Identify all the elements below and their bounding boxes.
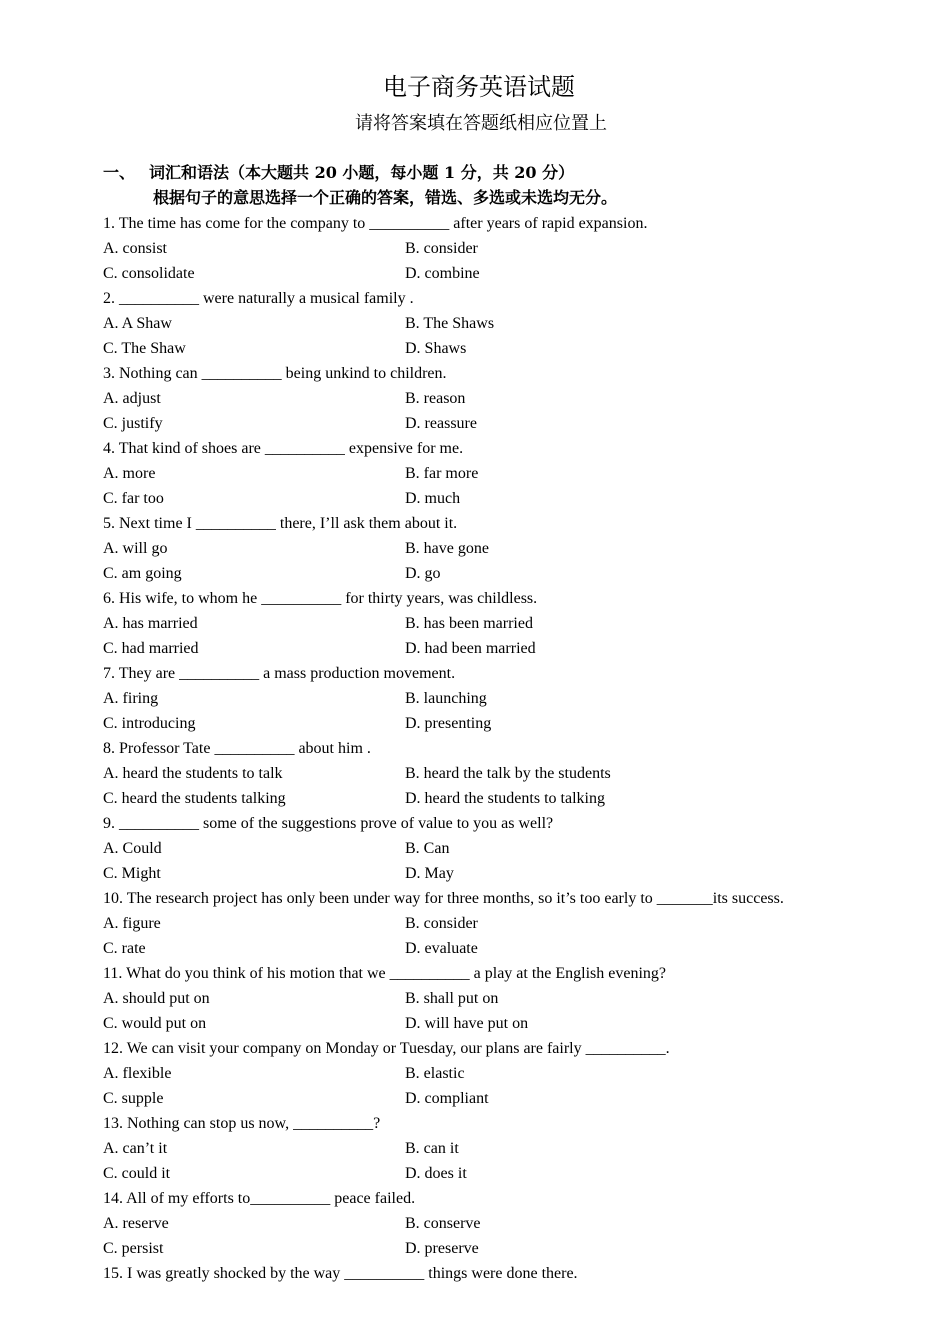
section-heading-text: 词汇和语法（本大题共 20 小题，每小题 1 分，共 20 分） (149, 163, 575, 182)
option-row (103, 1236, 903, 1261)
answer-option: A. will go (103, 540, 168, 557)
answer-option: D. May (405, 865, 454, 882)
option-row (103, 336, 903, 361)
question-stem: 11. What do you think of his motion that we __________ a play at the English evening? (103, 965, 667, 982)
question-stem: 15. I was greatly shocked by the way __________ things were done there. (103, 1265, 578, 1282)
option-row (103, 936, 903, 961)
question-list (103, 211, 903, 1286)
option-row (103, 236, 903, 261)
answer-option: A. firing (103, 690, 159, 707)
section-instruction: 根据句子的意思选择一个正确的答案，错选、多选或未选均无分。 (153, 188, 618, 207)
answer-option: A. reserve (103, 1215, 169, 1232)
answer-option: B. elastic (405, 1065, 465, 1082)
section-number: 一、 (103, 163, 136, 182)
answer-option: B. launching (405, 690, 487, 707)
section-heading (103, 161, 574, 185)
option-row (103, 611, 903, 636)
option-row (103, 1086, 903, 1111)
answer-option: C. heard the students talking (103, 790, 286, 807)
answer-option: C. persist (103, 1240, 164, 1257)
question-stem: 7. They are __________ a mass production movement. (103, 665, 456, 682)
option-row (103, 1161, 903, 1186)
option-row (103, 911, 903, 936)
exam-title: 电子商务英语试题 (383, 73, 575, 101)
option-row (103, 561, 903, 586)
answer-option: A. figure (103, 915, 161, 932)
answer-option: C. rate (103, 940, 146, 957)
option-row (103, 1061, 903, 1086)
answer-option: A. heard the students to talk (103, 765, 283, 782)
exam-subtitle: 请将答案填在答题纸相应位置上 (355, 113, 607, 134)
answer-option: C. Might (103, 865, 161, 882)
option-row (103, 486, 903, 511)
option-row (103, 261, 903, 286)
answer-option: B. far more (405, 465, 479, 482)
answer-option: C. far too (103, 490, 164, 507)
question-stem: 8. Professor Tate __________ about him . (103, 740, 371, 757)
question-stem: 9. __________ some of the suggestions prove of value to you as well? (103, 815, 554, 832)
answer-option: D. much (405, 490, 461, 507)
answer-option: A. A Shaw (103, 315, 172, 332)
question-stem: 10. The research project has only been under way for three months, so it’s too early to _______its success. (103, 890, 784, 907)
answer-option: B. consider (405, 915, 478, 932)
option-row (103, 386, 903, 411)
answer-option: D. evaluate (405, 940, 478, 957)
question-stem: 14. All of my efforts to__________ peace failed. (103, 1190, 416, 1207)
option-row (103, 986, 903, 1011)
answer-option: C. introducing (103, 715, 196, 732)
answer-option: B. reason (405, 390, 466, 407)
answer-option: D. go (405, 565, 441, 582)
answer-option: D. combine (405, 265, 480, 282)
option-row (103, 1136, 903, 1161)
answer-option: B. consider (405, 240, 478, 257)
answer-option: D. Shaws (405, 340, 467, 357)
answer-option: D. preserve (405, 1240, 479, 1257)
question-stem: 1. The time has come for the company to __________ after years of rapid expansion. (103, 215, 648, 232)
answer-option: C. The Shaw (103, 340, 186, 357)
answer-option: A. has married (103, 615, 198, 632)
answer-option: D. had been married (405, 640, 536, 657)
answer-option: A. can’t it (103, 1140, 168, 1157)
option-row (103, 636, 903, 661)
answer-option: D. does it (405, 1165, 467, 1182)
answer-option: A. consist (103, 240, 167, 257)
answer-option: C. supple (103, 1090, 164, 1107)
answer-option: D. compliant (405, 1090, 489, 1107)
answer-option: A. Could (103, 840, 162, 857)
answer-option: D. presenting (405, 715, 492, 732)
option-row (103, 786, 903, 811)
option-row (103, 861, 903, 886)
question-stem: 2. __________ were naturally a musical family . (103, 290, 414, 307)
answer-option: B. conserve (405, 1215, 481, 1232)
answer-option: C. would put on (103, 1015, 207, 1032)
option-row (103, 686, 903, 711)
option-row (103, 461, 903, 486)
answer-option: A. should put on (103, 990, 210, 1007)
answer-option: B. has been married (405, 615, 533, 632)
answer-option: D. reassure (405, 415, 477, 432)
option-row (103, 836, 903, 861)
option-row (103, 1011, 903, 1036)
answer-option: C. justify (103, 415, 163, 432)
answer-option: C. am going (103, 565, 182, 582)
question-stem: 12. We can visit your company on Monday or Tuesday, our plans are fairly __________. (103, 1040, 670, 1057)
answer-option: C. consolidate (103, 265, 195, 282)
answer-option: B. can it (405, 1140, 459, 1157)
question-stem: 13. Nothing can stop us now, __________? (103, 1115, 381, 1132)
question-stem: 6. His wife, to whom he __________ for thirty years, was childless. (103, 590, 538, 607)
answer-option: C. had married (103, 640, 199, 657)
answer-option: B. The Shaws (405, 315, 495, 332)
answer-option: D. will have put on (405, 1015, 529, 1032)
question-stem: 5. Next time I __________ there, I’ll ask them about it. (103, 515, 458, 532)
answer-option: B. Can (405, 840, 450, 857)
option-row (103, 536, 903, 561)
answer-option: A. adjust (103, 390, 161, 407)
option-row (103, 411, 903, 436)
answer-option: A. more (103, 465, 156, 482)
question-stem: 4. That kind of shoes are __________ expensive for me. (103, 440, 464, 457)
option-row (103, 711, 903, 736)
answer-option: D. heard the students to talking (405, 790, 605, 807)
option-row (103, 1211, 903, 1236)
question-stem: 3. Nothing can __________ being unkind to children. (103, 365, 447, 382)
answer-option: B. shall put on (405, 990, 499, 1007)
answer-option: B. have gone (405, 540, 489, 557)
option-row (103, 311, 903, 336)
answer-option: B. heard the talk by the students (405, 765, 611, 782)
answer-option: C. could it (103, 1165, 171, 1182)
option-row (103, 761, 903, 786)
answer-option: A. flexible (103, 1065, 172, 1082)
